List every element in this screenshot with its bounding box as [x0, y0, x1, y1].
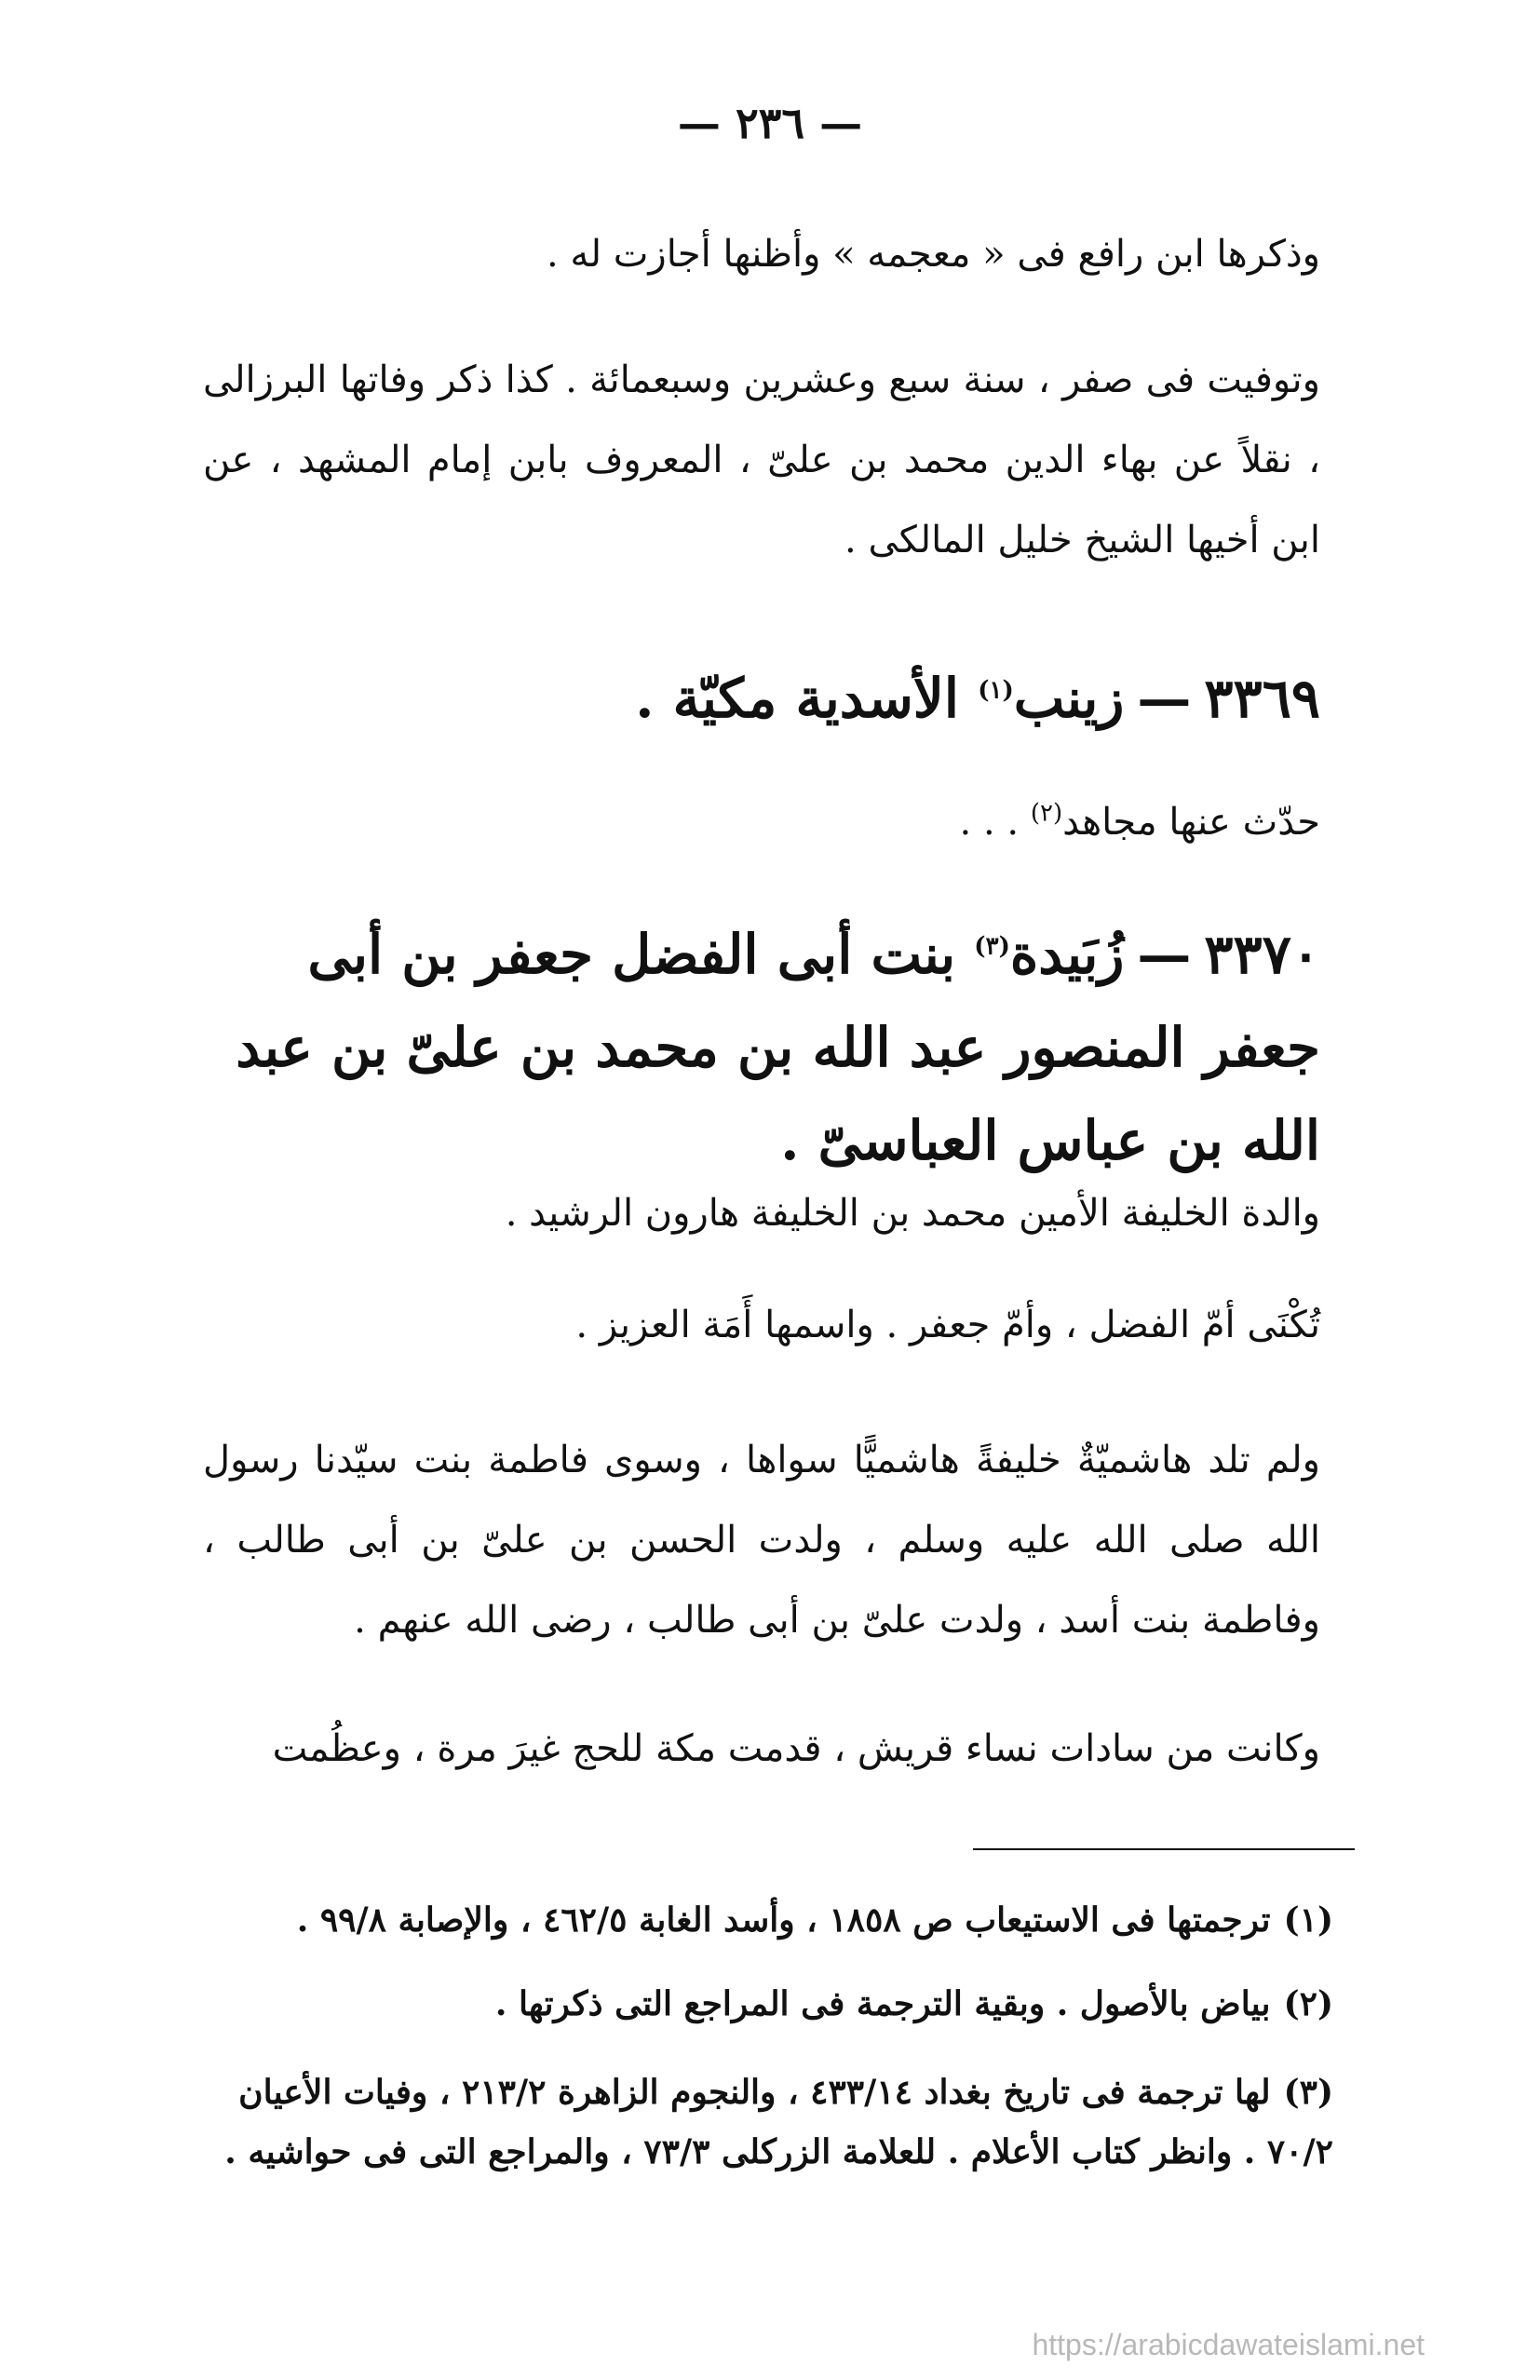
footnote-2 [179, 1974, 1333, 2034]
entry-3369-body [203, 782, 1320, 862]
footnote-ref: (٣) [974, 932, 1010, 961]
watermark-url: https://arabicdawateislami.net [1032, 2328, 1425, 2361]
footnote-marker: (١) [1283, 1900, 1333, 1940]
entry-number: ٣٣٧٠ [1204, 923, 1320, 986]
entry-name-rest: الأسدية مكيّة . [635, 667, 959, 730]
entry-name: زينب [1013, 667, 1125, 730]
entry-dash: — [1137, 667, 1192, 730]
paragraph-kunya: تُكْنَى أمّ الفضل ، وأمّ جعفر . واسمها أَمَة العزيز . [575, 1304, 1320, 1346]
footnote-divider [973, 1848, 1355, 1850]
entry-number: ٣٣٦٩ [1204, 667, 1320, 730]
footnote-1 [179, 1890, 1333, 1950]
entry-heading-3370 [184, 908, 1320, 1187]
footnote-ref: (١) [978, 676, 1014, 705]
footnote-ref: (٢) [1030, 799, 1063, 828]
body-text: حدّث عنها مجاهد [1062, 801, 1320, 844]
paragraph-status: وكانت من سادات نساء قريش ، قدمت مكة للحج غيرَ مرة ، وعظُمت [272, 1727, 1320, 1770]
entry-name-rest: بنت أبى الفضل جعفر بن أبى جعفر المنصور عبد الله بن محمد بن علىّ بن عبد الله بن عباس العباسىّ . [236, 923, 1320, 1172]
page-number: — ٢٣٦ — [677, 98, 863, 148]
footnote-text: ترجمتها فى الاستيعاب ص ١٨٥٨ ، وأسد الغابة ٤٦٢/٥ ، والإصابة ٩٩/٨ . [296, 1900, 1271, 1940]
footnote-marker: (٣) [1283, 2073, 1333, 2112]
paragraph-lineage: ولم تلد هاشميّةٌ خليفةً هاشميًّا سواها ، وسوى فاطمة بنت سيّدنا رسول الله صلى الله عليه وسلم ، ولدت الحسن بن علىّ بن أبى طالب ، وفاطمة بنت أسد ، ولدت علىّ بن أبى طالب ، رضى الله عنهم . [203, 1439, 1320, 1642]
footnote-text: لها ترجمة فى تاريخ بغداد ٤٣٣/١٤ ، والنجوم الزاهرة ٢١٣/٢ ، وفيات الأعيان ٧٠/٢ . وانظر كتاب الأعلام . للعلامة الزركلى ٧٣/٣ ، والمراجع التى فى حواشيه . [224, 2073, 1333, 2171]
entry-dash: — [1137, 923, 1192, 986]
entry-heading-3369 [184, 652, 1320, 745]
entry-name: زُبَيدة [1009, 923, 1125, 986]
paragraph-death-note: وتوفيت فى صفر ، سنة سبع وعشرين وسبعمائة . كذا ذكر وفاتها البرزالى ، نقلاً عن بهاء الدين محمد بن علىّ ، المعروف بابن إمام المشهد ، عن ابن أخيها الشيخ خليل المالكى . [203, 358, 1320, 561]
footnote-text: بياض بالأصول . وبقية الترجمة فى المراجع التى ذكرتها . [494, 1984, 1271, 2023]
footnote-marker: (٢) [1283, 1984, 1333, 2023]
ellipsis: . . . [959, 801, 1020, 844]
paragraph-mother-of: والدة الخليفة الأمين محمد بن الخليفة هارون الرشيد . [505, 1192, 1320, 1235]
footnote-3 [179, 2062, 1333, 2182]
paragraph-intro-line: وذكرها ابن رافع فى « معجمه » وأظنها أجازت له . [546, 233, 1320, 276]
